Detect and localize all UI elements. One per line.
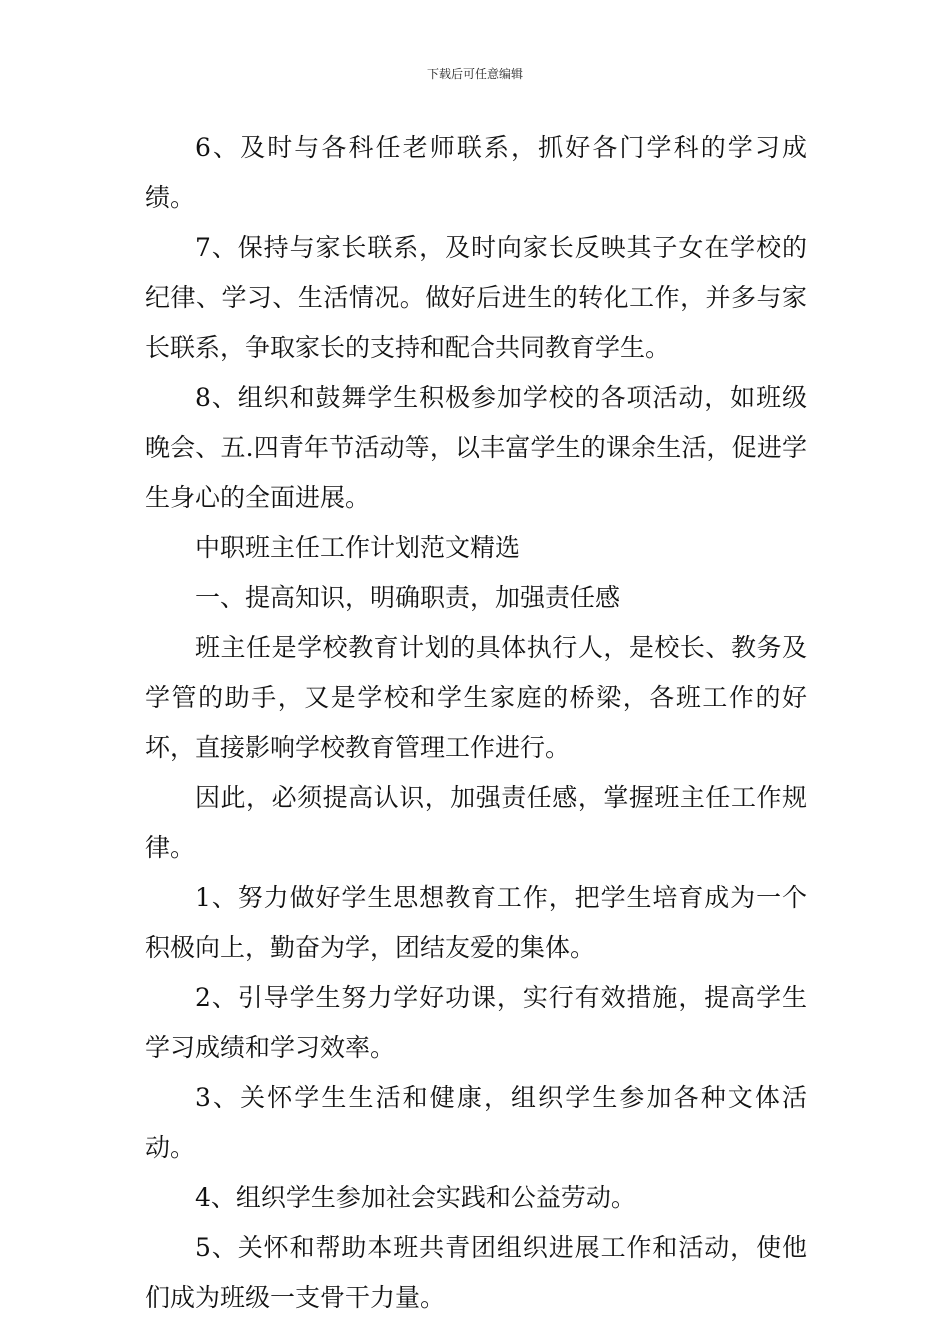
section-title: 中职班主任工作计划范文精选 xyxy=(195,533,521,562)
paragraph-therefore: 因此，必须提高认识，加强责任感，掌握班主任工作规律。 xyxy=(145,783,807,862)
paragraph-intro: 班主任是学校教育计划的具体执行人，是校长、教务及学管的助手，又是学校和学生家庭的桥梁，各班工作的好坏，直接影响学校教育管理工作进行。 xyxy=(145,633,807,762)
document-body xyxy=(145,123,807,1323)
paragraph-item-8: 8、组织和鼓舞学生积极参加学校的各项活动，如班级晚会、五.四青年节活动等，以丰富学生的课余生活，促进学生身心的全面进展。 xyxy=(145,383,807,512)
paragraph-item-6: 6、及时与各科任老师联系，抓好各门学科的学习成绩。 xyxy=(145,133,807,212)
section-heading-1: 一、提高知识，明确职责，加强责任感 xyxy=(195,583,621,612)
paragraph-item-7: 7、保持与家长联系，及时向家长反映其子女在学校的纪律、学习、生活情况。做好后进生的转化工作，并多与家长联系，争取家长的支持和配合共同教育学生。 xyxy=(145,233,807,362)
list-item-5: 5、关怀和帮助本班共青团组织进展工作和活动，使他们成为班级一支骨干力量。 xyxy=(145,1233,807,1312)
list-item-4: 4、组织学生参加社会实践和公益劳动。 xyxy=(195,1183,636,1212)
list-item-2: 2、引导学生努力学好功课，实行有效措施，提高学生学习成绩和学习效率。 xyxy=(145,983,807,1062)
list-item-1: 1、努力做好学生思想教育工作，把学生培育成为一个积极向上，勤奋为学，团结友爱的集体。 xyxy=(145,883,807,962)
page-header: 下载后可任意编辑 xyxy=(426,67,523,81)
list-item-3: 3、关怀学生生活和健康，组织学生参加各种文体活动。 xyxy=(145,1083,807,1162)
